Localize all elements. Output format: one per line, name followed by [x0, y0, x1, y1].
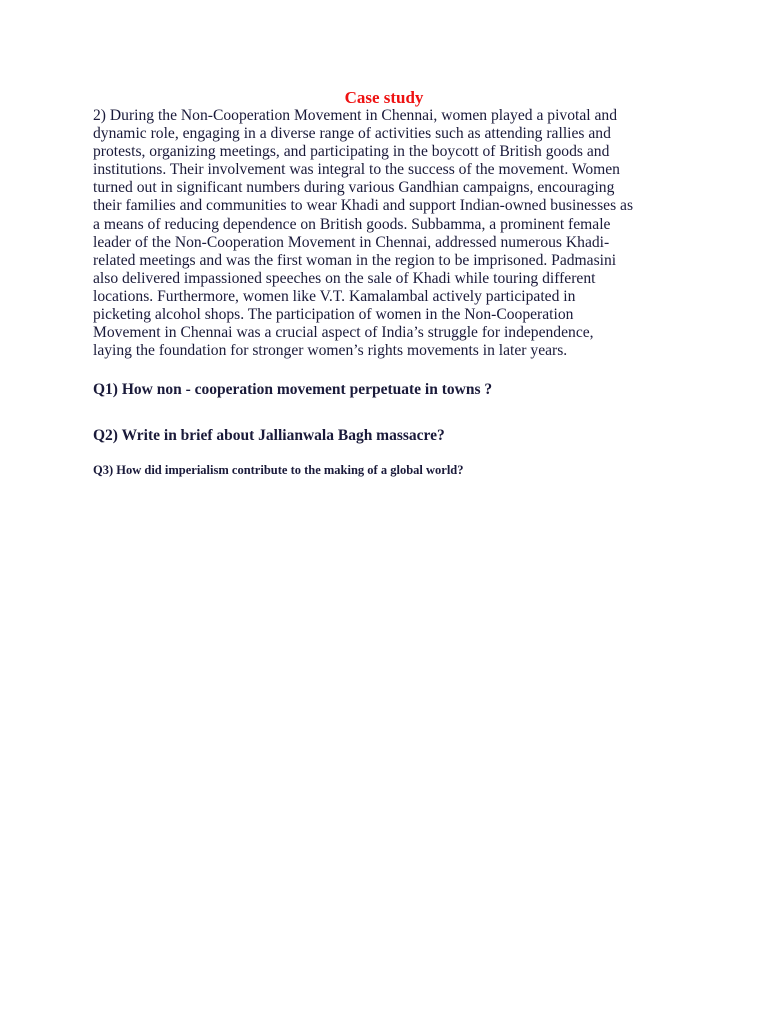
case-study-paragraph [93, 107, 733, 360]
paragraph-line: locations. Furthermore, women like V.T. Kamalambal actively participated in [93, 287, 576, 305]
case-study-title: Case study [344, 88, 424, 107]
question-2: Q2) Write in brief about Jallianwala Bagh massacre? [93, 427, 445, 444]
paragraph-line: 2) During the Non-Cooperation Movement in Chennai, women played a pivotal and [93, 107, 618, 124]
question-3: Q3) How did imperialism contribute to the making of a global world? [93, 463, 464, 477]
paragraph-line: laying the foundation for stronger women’s rights movements in later years. [93, 342, 568, 360]
paragraph-line: also delivered impassioned speeches on the sale of Khadi while touring different [93, 269, 596, 287]
paragraph-line: Movement in Chennai was a crucial aspect of India’s struggle for independence, [93, 324, 594, 342]
paragraph-line: their families and communities to wear Khadi and support Indian-owned businesses as [93, 197, 634, 215]
paragraph-line: institutions. Their involvement was integral to the success of the movement. Women [93, 161, 620, 179]
paragraph-line: picketing alcohol shops. The participation of women in the Non-Cooperation [93, 306, 574, 324]
paragraph-line: dynamic role, engaging in a diverse range of activities such as attending rallies and [93, 125, 611, 143]
paragraph-line: related meetings and was the first woman in the region to be imprisoned. Padmasini [93, 251, 617, 269]
paragraph-line: turned out in significant numbers during various Gandhian campaigns, encouraging [93, 179, 615, 197]
paragraph-line: a means of reducing dependence on British goods. Subbamma, a prominent female [93, 215, 611, 233]
paragraph-line: protests, organizing meetings, and participating in the boycott of British goods and [93, 143, 610, 161]
question-1: Q1) How non - cooperation movement perpetuate in towns ? [93, 381, 493, 398]
paragraph-line: leader of the Non-Cooperation Movement in Chennai, addressed numerous Khadi- [93, 233, 610, 251]
